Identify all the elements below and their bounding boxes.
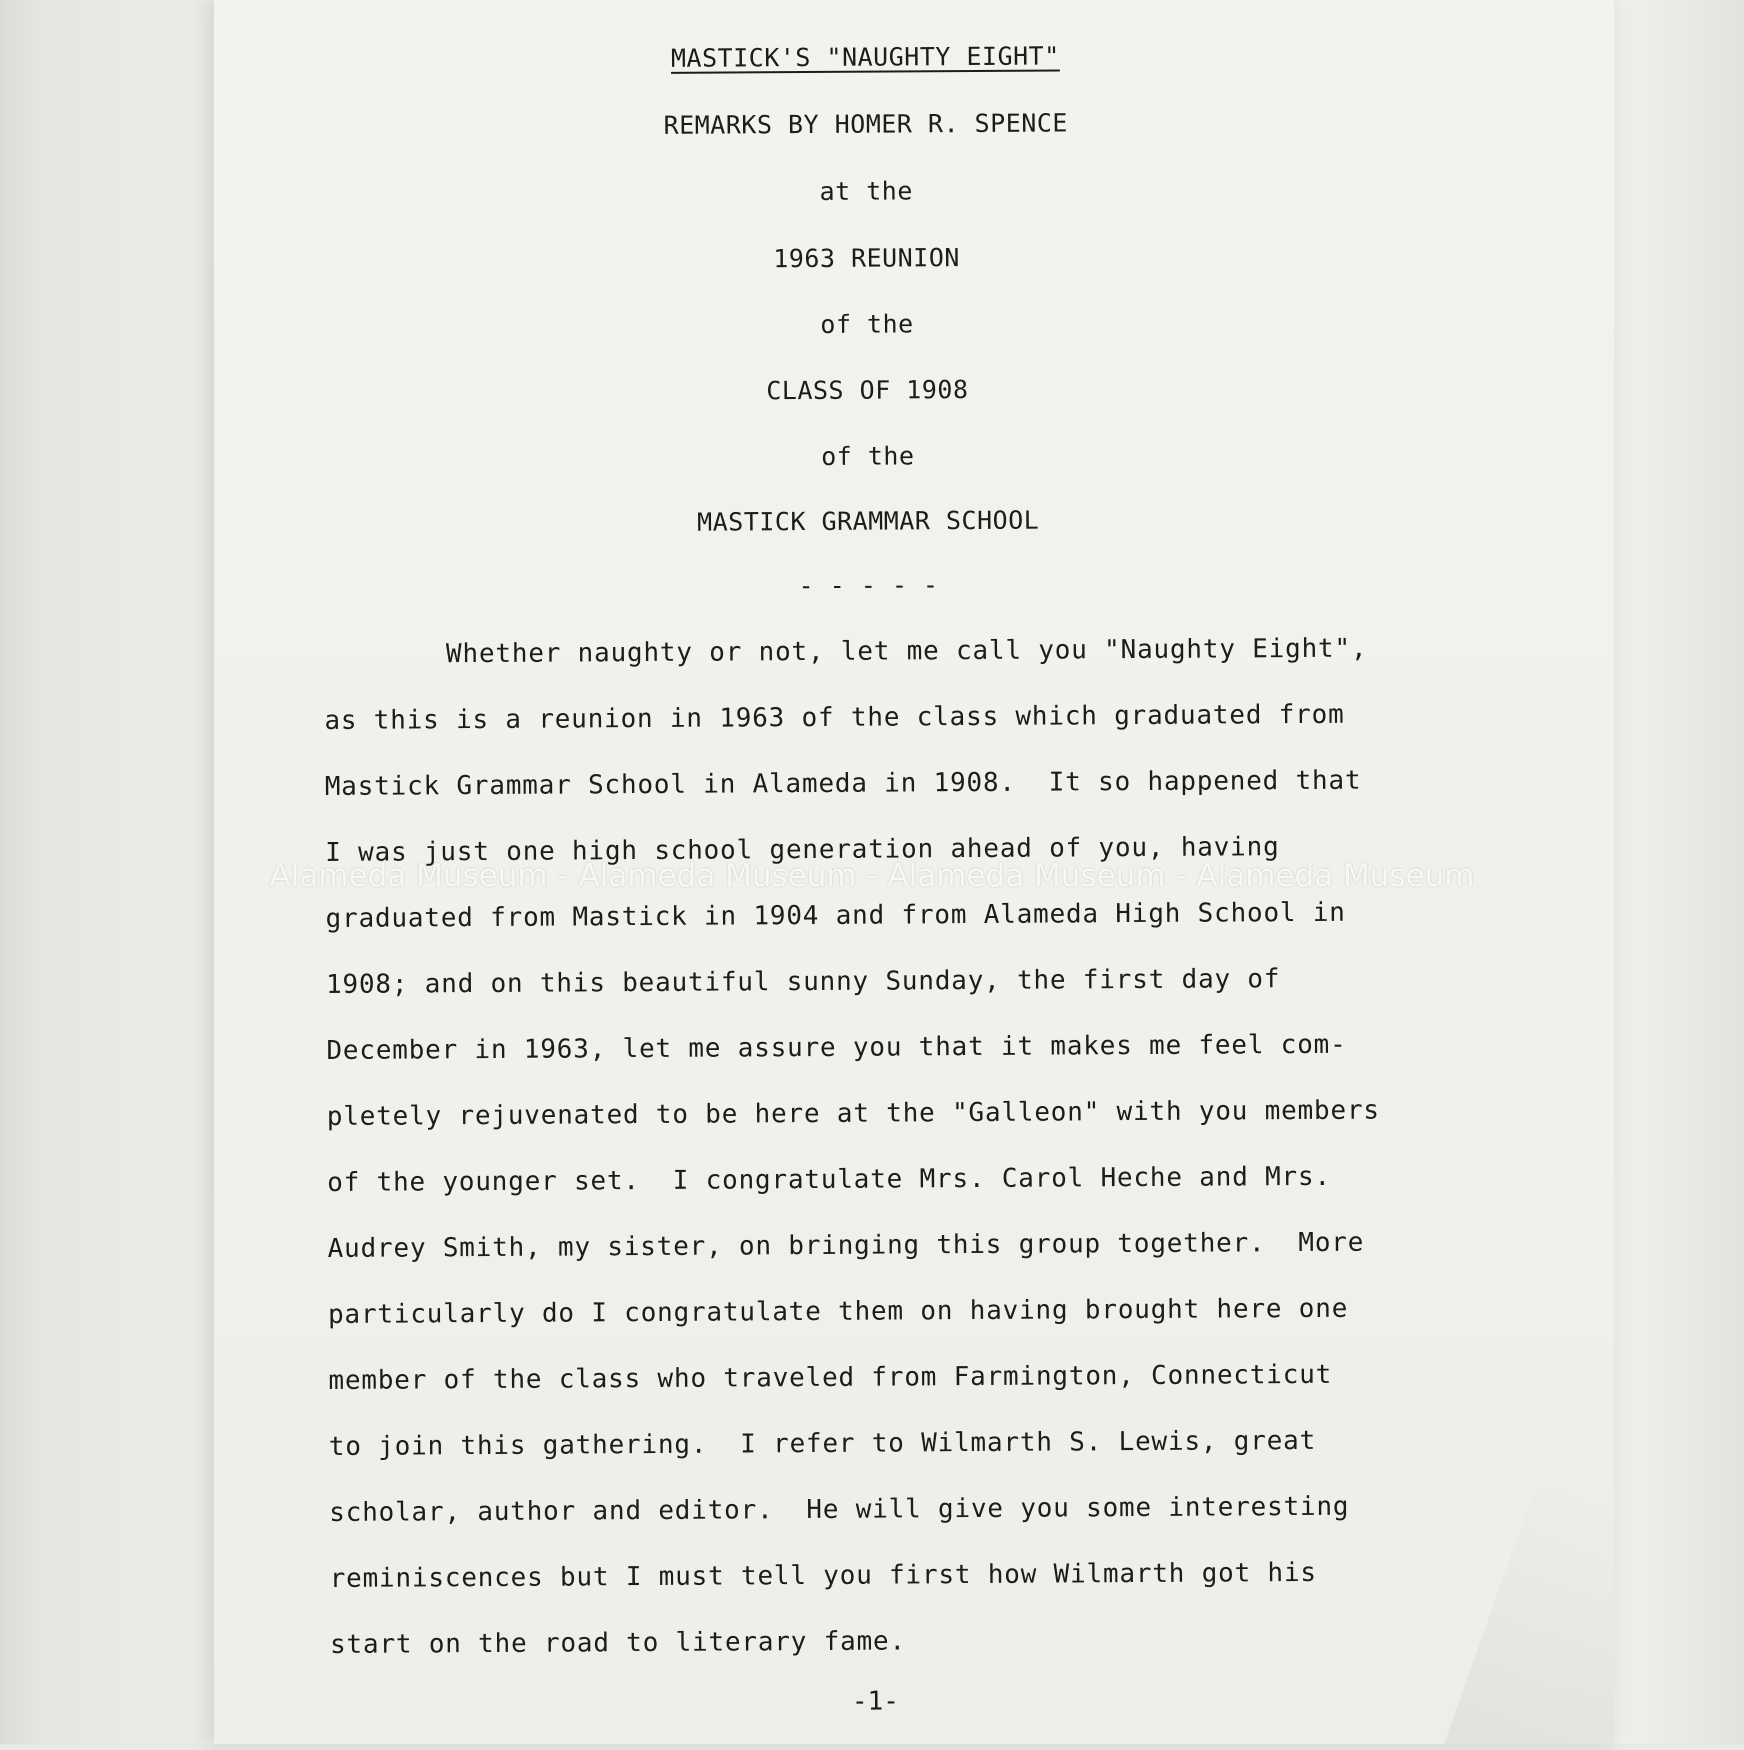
body-line: I was just one high school generation ahead of you, having <box>325 832 1280 868</box>
body-line: to join this gathering. I refer to Wilmarth S. Lewis, great <box>328 1425 1317 1462</box>
page-number: -1- <box>851 1686 899 1717</box>
body-line: Mastick Grammar School in Alameda in 1908. It so happened that <box>324 765 1362 802</box>
body-line: December in 1963, let me assure you that it makes me feel com- <box>326 1029 1347 1066</box>
watermark: Alameda Museum - Alameda Museum - Alameda Museum - Alameda Museum <box>269 858 1475 894</box>
heading-line: MASTICK GRAMMAR SCHOOL <box>697 505 1040 537</box>
body-line: scholar, author and editor. He will give you some interesting <box>329 1491 1350 1528</box>
heading-line: at the <box>819 176 913 206</box>
page-fold <box>1444 1264 1614 1744</box>
body-line: member of the class who traveled from Farmington, Connecticut <box>328 1359 1333 1396</box>
heading-line: CLASS OF 1908 <box>766 375 969 406</box>
heading-line: of the <box>821 441 915 471</box>
heading-line: REMARKS BY HOMER R. SPENCE <box>663 108 1069 140</box>
separator: - - - - - <box>798 570 939 601</box>
body-line: graduated from Mastick in 1904 and from Alameda High School in <box>325 897 1346 934</box>
body-line: start on the road to literary fame. <box>329 1626 907 1660</box>
body-line: reminiscences but I must tell you first how Wilmarth got his <box>329 1557 1317 1594</box>
body-line: of the younger set. I congratulate Mrs. Carol Heche and Mrs. <box>327 1161 1331 1198</box>
reverse-bleed-through: ​ <box>291 20 292 50</box>
body-line: as this is a reunion in 1963 of the class which graduated from <box>324 699 1345 736</box>
body-line: 1908; and on this beautiful sunny Sunday, the first day of <box>325 964 1281 1000</box>
body-line: pletely rejuvenated to be here at the "Galleon" with you members <box>326 1095 1380 1132</box>
heading-line: 1963 REUNION <box>773 243 960 274</box>
body-line: Whether naughty or not, let me call you "Naughty Eight", <box>445 633 1368 670</box>
heading-line: of the <box>820 309 914 339</box>
body-line: particularly do I congratulate them on having brought here one <box>327 1293 1349 1330</box>
document-title: MASTICK'S "NAUGHTY EIGHT" <box>670 41 1060 73</box>
body-line: Audrey Smith, my sister, on bringing this group together. More <box>327 1227 1365 1264</box>
